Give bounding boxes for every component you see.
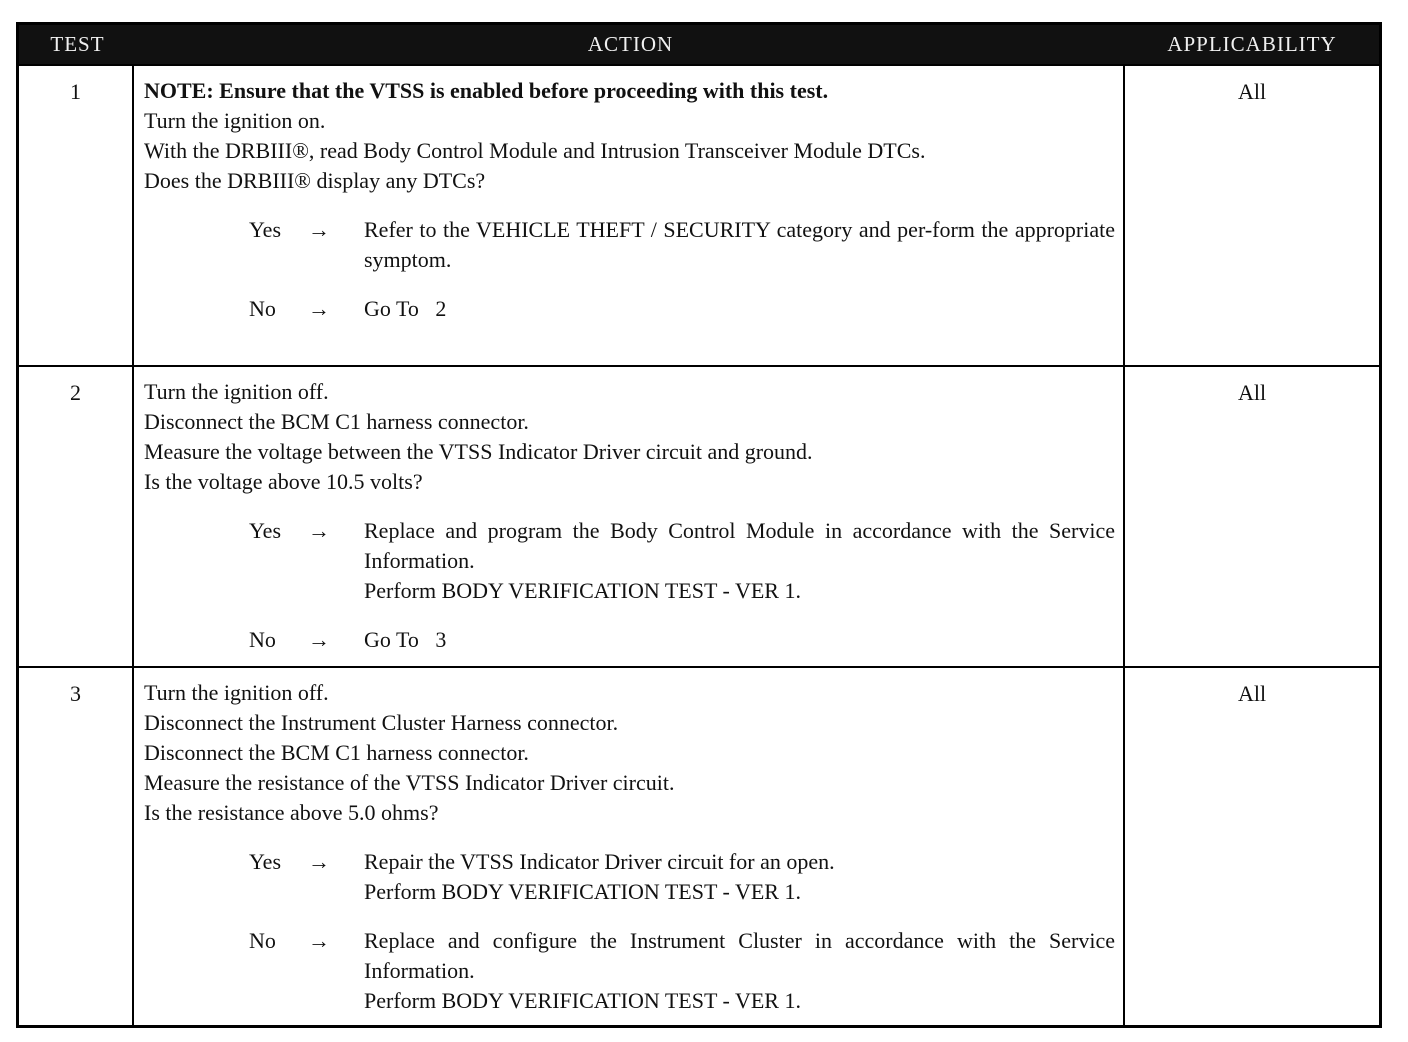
step-text: With the DRBIII®, read Body Control Module and Intrusion Transceiver Module DTCs. (144, 138, 926, 163)
arrow-right-icon: → (308, 928, 330, 953)
step-text: Turn the ignition on. (144, 108, 326, 133)
table-row (19, 64, 1379, 365)
answer-text: Perform BODY VERIFICATION TEST - VER 1. (364, 988, 801, 1013)
step-text: Is the voltage above 10.5 volts? (144, 469, 423, 494)
applicability-cell: All (1237, 380, 1267, 405)
answer-text: Perform BODY VERIFICATION TEST - VER 1. (364, 578, 801, 603)
action-cell (134, 367, 1125, 666)
step-text: Does the DRBIII® display any DTCs? (144, 168, 486, 193)
arrow-right-icon: → (308, 627, 330, 652)
answer-text: Go To 3 (364, 627, 447, 652)
answer-no (249, 294, 1115, 324)
answer-label: No (249, 627, 276, 652)
answer-no (249, 926, 1115, 1016)
applicability-cell: All (1237, 681, 1267, 706)
arrow-right-icon: → (308, 296, 330, 321)
step-text: Turn the ignition off. (144, 680, 329, 705)
answer-text: Repair the VTSS Indicator Driver circuit for an open. (364, 849, 835, 874)
answer-label: Yes (249, 518, 282, 543)
answer-text: Refer to the VEHICLE THEFT / SECURITY category and per-form the appropriate symptom. (364, 217, 1115, 272)
header-action: ACTION (587, 32, 674, 56)
arrow-right-icon: → (308, 849, 330, 874)
action-cell (134, 66, 1125, 365)
step-text: Disconnect the Instrument Cluster Harness connector. (144, 710, 619, 735)
test-number: 2 (19, 367, 134, 666)
arrow-right-icon: → (308, 518, 330, 543)
step-text: Disconnect the BCM C1 harness connector. (144, 740, 529, 765)
arrow-right-icon: → (308, 217, 330, 242)
answer-label: No (249, 296, 276, 321)
step-text: Measure the voltage between the VTSS Indicator Driver circuit and ground. (144, 439, 813, 464)
step-text: Turn the ignition off. (144, 379, 329, 404)
header-test: TEST (50, 32, 105, 56)
table-header (19, 25, 1379, 64)
applicability-cell: All (1237, 79, 1267, 104)
answer-text: Perform BODY VERIFICATION TEST - VER 1. (364, 879, 801, 904)
diagnostic-test-table (16, 22, 1382, 1028)
answer-label: Yes (249, 217, 282, 242)
note-text: NOTE: Ensure that the VTSS is enabled before proceeding with this test. (144, 78, 829, 103)
action-cell (134, 668, 1125, 1028)
table-row (19, 365, 1379, 666)
answer-label: Yes (249, 849, 282, 874)
answer-label: No (249, 928, 276, 953)
answer-text: Replace and program the Body Control Module in accordance with the Service Information. (364, 518, 1115, 573)
step-text: Is the resistance above 5.0 ohms? (144, 800, 439, 825)
header-applicability: APPLICABILITY (1167, 32, 1337, 56)
answer-no (249, 625, 1115, 655)
answer-yes (249, 847, 1115, 907)
step-text: Measure the resistance of the VTSS Indicator Driver circuit. (144, 770, 675, 795)
step-text: Disconnect the BCM C1 harness connector. (144, 409, 529, 434)
test-number: 1 (19, 66, 134, 365)
answer-yes (249, 516, 1115, 606)
answer-yes (249, 215, 1115, 275)
test-number: 3 (19, 668, 134, 1028)
table-row (19, 666, 1379, 1028)
answer-text: Replace and configure the Instrument Cluster in accordance with the Service Information. (364, 928, 1115, 983)
answer-text: Go To 2 (364, 296, 447, 321)
